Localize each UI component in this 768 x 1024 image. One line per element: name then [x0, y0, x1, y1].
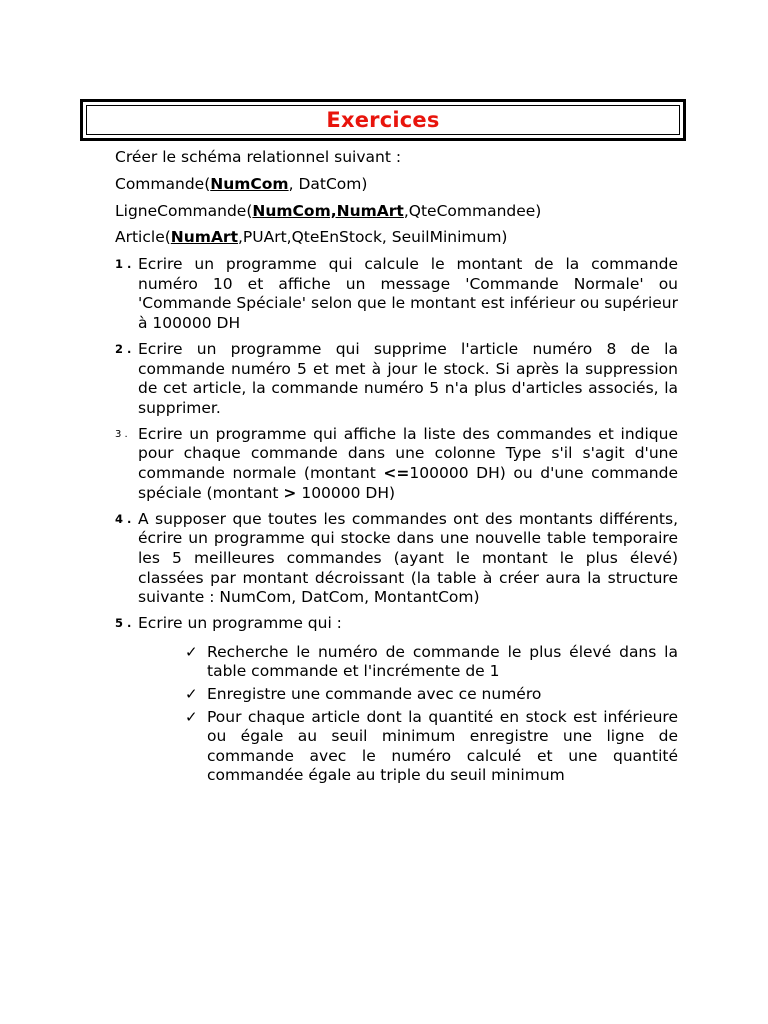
title-inner-frame: [86, 105, 680, 135]
exercise-item-4: [115, 510, 678, 608]
exercise-number: 4 .: [115, 511, 132, 526]
sub-task-text: Pour chaque article dont la quantité en stock est inférieure ou égale au seuil minimum enregistre une ligne de commande avec le numéro calculé et une quantité commandée égale au triple du seuil minimum: [207, 707, 678, 785]
relation-name: LigneCommande(: [115, 201, 253, 220]
primary-key: NumCom,NumArt: [252, 201, 404, 220]
exercise-text: Ecrire un programme qui calcule le montant de la commande numéro 10 et affiche un message 'Commande Normale' ou 'Commande Spéciale' selon que le montant est inférieur ou supérieur à 100000 DH: [138, 255, 678, 332]
exercise-item-3: [115, 425, 678, 503]
primary-key: NumCom: [210, 174, 289, 193]
schema-commande: [115, 175, 678, 195]
exercise-item-5: [115, 614, 678, 786]
sub-task-item: [185, 685, 678, 705]
exercise-text: Ecrire un programme qui supprime l'article numéro 8 de la commande numéro 5 et met à jour le stock. Si après la suppression de cet article, la commande numéro 5 n'a plus d'articles associés, la supprimer.: [138, 340, 678, 417]
check-icon: ✓: [185, 685, 198, 703]
schema-article: [115, 228, 678, 248]
sub-task-list: [185, 643, 678, 786]
exercise-item-1: [115, 255, 678, 333]
primary-key: NumArt: [170, 228, 238, 247]
check-icon: ✓: [185, 707, 198, 726]
relation-attributes: ,PUArt,QteEnStock, SeuilMinimum): [238, 228, 508, 247]
exercise-list: [115, 255, 678, 786]
sub-task-text: Recherche le numéro de commande le plus élevé dans la table commande et l'incrémente de 1: [207, 642, 678, 681]
sub-task-text: Enregistre une commande avec ce numéro: [207, 685, 542, 703]
document-body: [115, 148, 678, 792]
page-title: Exercices: [326, 108, 440, 132]
relation-attributes: ,QteCommandee): [403, 201, 542, 220]
exercise-number: 1 .: [115, 257, 132, 272]
exercise-number: 2 .: [115, 342, 132, 356]
exercise-item-2: [115, 340, 678, 418]
sub-task-item: [185, 708, 678, 786]
intro-text: Créer le schéma relationnel suivant :: [115, 148, 402, 166]
exercise-number: 3 .: [115, 428, 128, 440]
relation-attributes: , DatCom): [288, 174, 368, 193]
exercise-number: 5 .: [115, 616, 132, 631]
exercise-text: Ecrire un programme qui :: [138, 614, 342, 633]
operator-gt: >: [283, 483, 297, 502]
operator-le: <=: [383, 464, 410, 483]
title-frame: [80, 99, 686, 141]
relation-name: Article(: [115, 228, 171, 247]
exercise-text-part: 100000 DH): [296, 483, 396, 502]
exercise-text-part: 100000 DH) ou d'une commande spéciale (montant: [138, 464, 678, 502]
sub-task-item: [185, 643, 678, 682]
check-icon: ✓: [185, 642, 198, 661]
relation-name: Commande(: [115, 174, 211, 193]
exercise-text: [138, 425, 678, 503]
schema-lignecommande: [115, 202, 678, 222]
exercise-text-part: Ecrire un programme qui affiche la liste des commandes et indique pour chaque commande dans une colonne Type s'il s'agit d'une commande normale (montant: [138, 424, 678, 483]
exercise-text: A supposer que toutes les commandes ont des montants différents, écrire un programme qui stocke dans une nouvelle table temporaire les 5 meilleures commandes (ayant le montant le plus élevé) classées par montant décroissant (la table à créer aura la structure suivante : NumCom, DatCom, MontantCom): [138, 509, 678, 607]
